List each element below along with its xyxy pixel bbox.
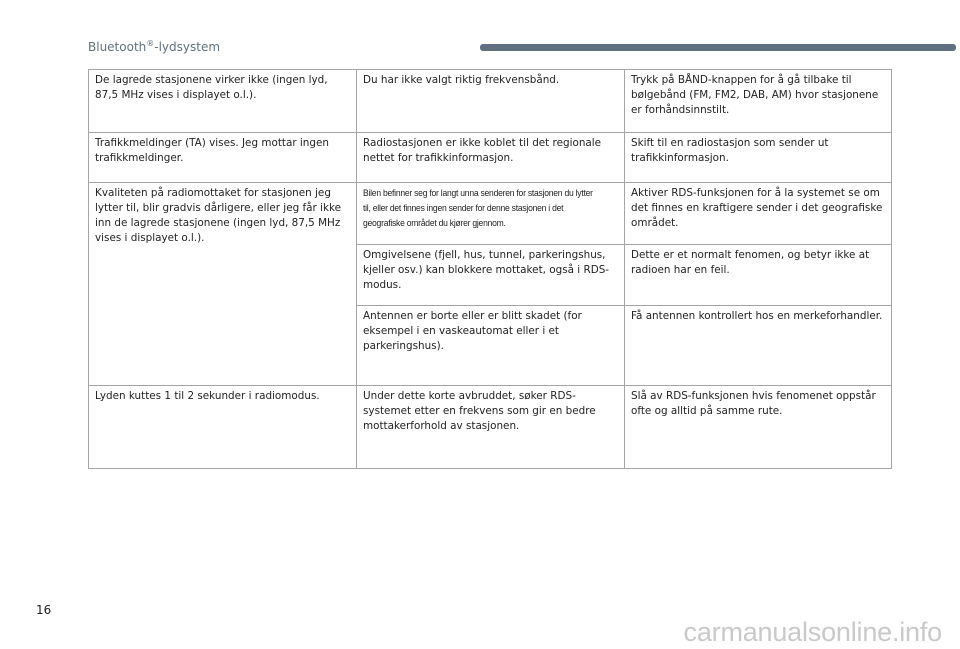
- cause-cell: Du har ikke valgt riktig frekvensbånd.: [357, 70, 625, 133]
- section-title-main: Bluetooth: [88, 40, 147, 54]
- solution-cell: Få antennen kontrollert hos en merkeforhandler.: [625, 306, 892, 386]
- problem-cell: Trafikkmeldinger (TA) vises. Jeg mottar ingen trafikkmeldinger.: [89, 133, 357, 183]
- cause-cell: Omgivelsene (fjell, hus, tunnel, parkeringshus, kjeller osv.) kan blokkere mottaket, også i RDS-modus.: [357, 245, 625, 306]
- problem-cell: Lyden kuttes 1 til 2 sekunder i radiomodus.: [89, 386, 357, 469]
- watermark-text: carmanualsonline.info: [683, 617, 942, 647]
- cause-cell: Radiostasjonen er ikke koblet til det regionale nettet for trafikkinformasjon.: [357, 133, 625, 183]
- header-accent-bar: [480, 44, 956, 51]
- solution-cell: Dette er et normalt fenomen, og betyr ikke at radioen har en feil.: [625, 245, 892, 306]
- section-title: [88, 39, 220, 54]
- cause-cell: [357, 183, 625, 245]
- solution-cell: Trykk på BÅND-knappen for å gå tilbake til bølgebånd (FM, FM2, DAB, AM) hvor stasjonene er forhåndsinnstilt.: [625, 70, 892, 133]
- table-row: [89, 386, 892, 469]
- solution-cell: Aktiver RDS-funksjonen for å la systemet se om det finnes en kraftigere sender i det geografiske området.: [625, 183, 892, 245]
- table-row: [89, 183, 892, 245]
- cause-cell: Antennen er borte eller er blitt skadet (for eksempel i en vaskeautomat eller i et parkeringshus).: [357, 306, 625, 386]
- registered-mark: ®: [146, 39, 155, 48]
- solution-cell: Skift til en radiostasjon som sender ut trafikkinformasjon.: [625, 133, 892, 183]
- problem-cell: Kvaliteten på radiomottaket for stasjonen jeg lytter til, blir gradvis dårligere, eller jeg får ikke inn de lagrede stasjonene (ingen lyd, 87,5 MHz vises i displayet o.l.).: [89, 183, 357, 386]
- solution-cell: Slå av RDS-funksjonen hvis fenomenet oppstår ofte og alltid på samme rute.: [625, 386, 892, 469]
- cause-text-condensed: Bilen befinner seg for langt unna senderen for stasjonen du lytter til, eller det finnes ingen sender for denne stasjonen i det geografiske området du kjører gjennom.: [363, 188, 593, 228]
- problem-cell: De lagrede stasjonene virker ikke (ingen lyd, 87,5 MHz vises i displayet o.l.).: [89, 70, 357, 133]
- table-row: [89, 133, 892, 183]
- page-number: 16: [36, 603, 52, 617]
- cause-cell: Under dette korte avbruddet, søker RDS-systemet etter en frekvens som gir en bedre mottakerforhold av stasjonen.: [357, 386, 625, 469]
- section-title-suffix: -lydsystem: [154, 40, 221, 54]
- table-row: [89, 70, 892, 133]
- troubleshooting-table: [88, 69, 892, 469]
